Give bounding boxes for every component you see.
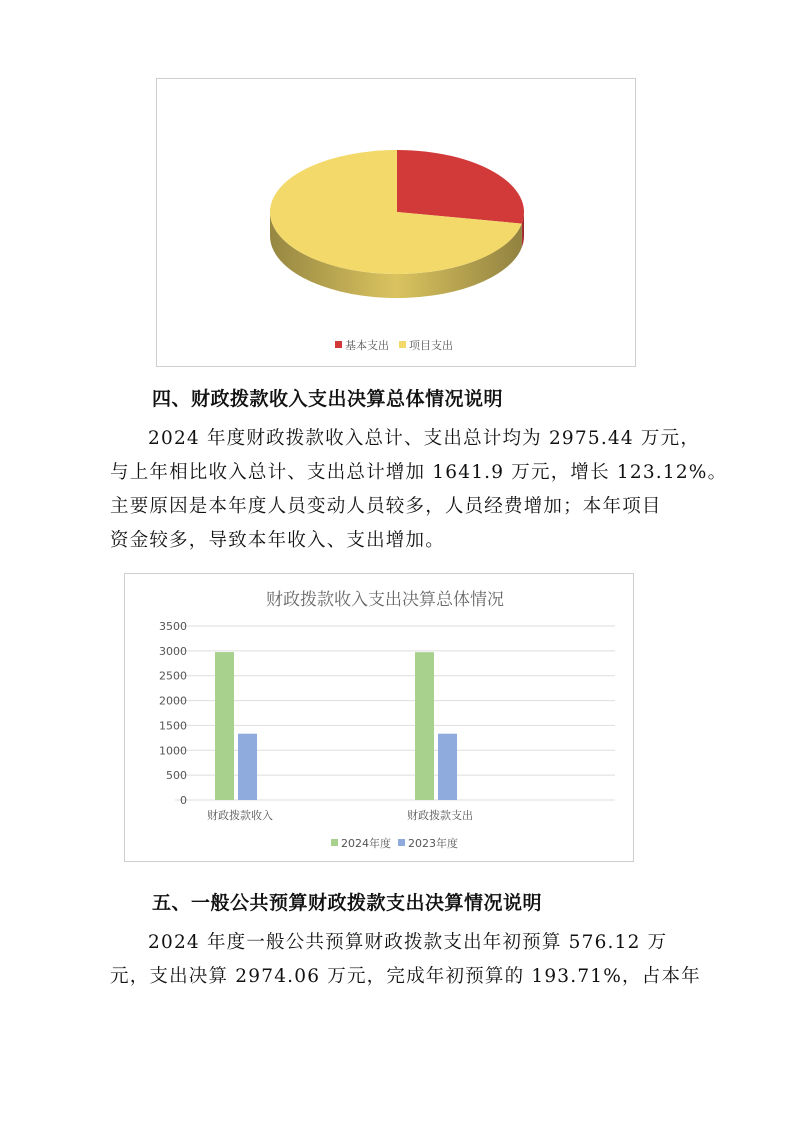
section4-line-1: 2024 年度财政拨款收入总计、支出总计均为 2975.44 万元，	[148, 428, 701, 449]
section5-line-1: 2024 年度一般公共预算财政拨款支出年初预算 576.12 万	[148, 932, 668, 953]
pie-legend-swatch-2	[399, 341, 406, 348]
y-tick-label: 500	[166, 769, 187, 783]
y-tick-label: 1500	[159, 719, 187, 733]
bar-chart-title: 财政拨款收入支出决算总体情况	[266, 590, 504, 610]
section4-heading: 四、财政拨款收入支出决算总体情况说明	[152, 388, 504, 410]
y-tick-label: 1000	[159, 744, 187, 758]
y-tick-label: 2500	[159, 669, 187, 683]
pie-chart-svg	[157, 79, 637, 368]
pie-legend-label-2: 项目支出	[409, 339, 453, 352]
y-tick-label: 3500	[159, 620, 187, 633]
y-tick-label: 3000	[159, 644, 187, 658]
bar-legend-label-1: 2024年度	[341, 837, 391, 850]
section4-line-2: 与上年相比收入总计、支出总计增加 1641.9 万元，增长 123.12%。	[110, 462, 728, 483]
x-category-label: 财政拨款收入	[207, 809, 273, 822]
bar-1-2	[415, 652, 434, 800]
y-tick-label: 2000	[159, 694, 187, 708]
section5-line-2: 元，支出决算 2974.06 万元，完成年初预算的 193.71%，占本年	[110, 966, 701, 987]
bar-chart	[124, 573, 634, 862]
section4-line-4: 资金较多，导致本年收入、支出增加。	[110, 530, 445, 551]
bar-chart-svg	[125, 574, 635, 863]
pie-legend-swatch-1	[335, 341, 342, 348]
bar-legend-swatch-2	[398, 839, 405, 846]
bar-1-1	[215, 652, 234, 800]
bar-2-2	[438, 734, 457, 800]
pie-legend-label-1: 基本支出	[345, 339, 389, 352]
bar-legend-swatch-1	[331, 839, 338, 846]
section4-line-3: 主要原因是本年度人员变动人员较多，人员经费增加；本年项目	[110, 496, 662, 517]
x-category-label: 财政拨款支出	[407, 809, 473, 822]
bar-2-1	[238, 734, 257, 800]
pie-slice-1	[397, 150, 524, 224]
section5-heading: 五、一般公共预算财政拨款支出决算情况说明	[152, 892, 543, 914]
bar-legend-label-2: 2023年度	[408, 837, 458, 850]
y-tick-label: 0	[180, 794, 187, 807]
pie-chart	[156, 78, 636, 367]
